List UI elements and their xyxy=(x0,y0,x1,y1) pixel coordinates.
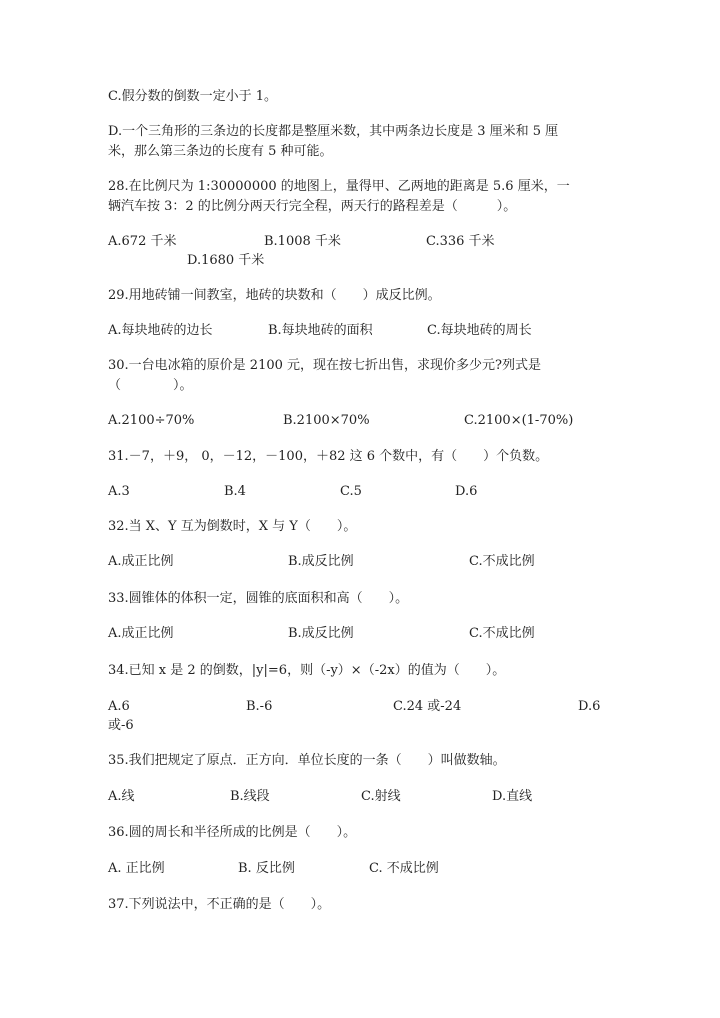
q34-option-b: B.-6 xyxy=(246,699,273,714)
q29-stem: 29.用地砖铺一间教室，地砖的块数和（ ）成反比例。 xyxy=(108,288,441,303)
q35-option-d: D.直线 xyxy=(492,789,533,804)
q31-option-b: B.4 xyxy=(224,484,246,499)
q30-option-b: B.2100×70% xyxy=(283,413,370,428)
q36-option-b: B. 反比例 xyxy=(238,861,295,876)
q31-stem: 31.－7，＋9， 0，－12，－100，＋82 这 6 个数中，有（ ）个负数。 xyxy=(108,449,549,464)
q30-option-a: A.2100÷70% xyxy=(108,413,195,428)
q36-option-c: C. 不成比例 xyxy=(369,861,439,876)
q35-option-a: A.线 xyxy=(108,789,135,804)
q28-stem-line1: 28.在比例尺为 1:30000000 的地图上，量得甲、乙两地的距离是 5.6 厘米，一 xyxy=(108,179,570,194)
q31-option-c: C.5 xyxy=(340,484,362,499)
option-d-triangle-line2: 米，那么第三条边的长度有 5 种可能。 xyxy=(108,144,333,159)
q34-option-d-continued: 或-6 xyxy=(108,718,134,733)
q33-option-a: A.成正比例 xyxy=(108,626,174,641)
q35-option-b: B.线段 xyxy=(230,789,270,804)
q29-option-c: C.每块地砖的周长 xyxy=(427,323,532,338)
q28-stem-line2: 辆汽车按 3：2 的比例分两天行完全程，两天行的路程差是（ ）。 xyxy=(108,199,517,214)
q35-stem: 35.我们把规定了原点．正方向．单位长度的一条（ ）叫做数轴。 xyxy=(108,753,506,768)
q29-option-b: B.每块地砖的面积 xyxy=(268,323,373,338)
q37-stem: 37.下列说法中，不正确的是（ ）。 xyxy=(108,897,331,912)
q30-stem-line1: 30.一台电冰箱的原价是 2100 元，现在按七折出售，求现价多少元?列式是 xyxy=(108,358,541,373)
q35-option-c: C.射线 xyxy=(361,789,401,804)
q28-option-c: C.336 千米 xyxy=(426,234,495,249)
q32-option-c: C.不成比例 xyxy=(469,554,535,569)
q33-stem: 33.圆锥体的体积一定，圆锥的底面积和高（ ）。 xyxy=(108,591,409,606)
q32-stem: 32.当 X、Y 互为倒数时，X 与 Y（ ）。 xyxy=(108,519,357,534)
q32-option-a: A.成正比例 xyxy=(108,554,174,569)
q32-option-b: B.成反比例 xyxy=(288,554,354,569)
q30-option-c: C.2100×(1-70%) xyxy=(464,413,574,428)
option-c-improper-fraction: C.假分数的倒数一定小于 1。 xyxy=(108,89,278,104)
q34-stem: 34.已知 x 是 2 的倒数，|y|=6，则（-y）×（-2x）的值为（ ）。 xyxy=(108,663,506,678)
q28-option-b: B.1008 千米 xyxy=(264,234,341,249)
q29-option-a: A.每块地砖的边长 xyxy=(108,323,213,338)
q34-option-d: D.6 xyxy=(578,699,601,714)
q28-option-d: D.1680 千米 xyxy=(187,253,265,268)
q36-stem: 36.圆的周长和半径所成的比例是（ ）。 xyxy=(108,825,357,840)
q34-option-c: C.24 或-24 xyxy=(393,699,462,714)
q31-option-a: A.3 xyxy=(108,484,130,499)
option-d-triangle-line1: D.一个三角形的三条边的长度都是整厘米数，其中两条边长度是 3 厘米和 5 厘 xyxy=(108,124,559,139)
q28-option-a: A.672 千米 xyxy=(108,234,177,249)
q33-option-b: B.成反比例 xyxy=(288,626,354,641)
q30-stem-line2: （ ）。 xyxy=(108,378,193,393)
q34-option-a: A.6 xyxy=(108,699,130,714)
q36-option-a: A. 正比例 xyxy=(108,861,165,876)
q33-option-c: C.不成比例 xyxy=(469,626,535,641)
q31-option-d: D.6 xyxy=(455,484,478,499)
